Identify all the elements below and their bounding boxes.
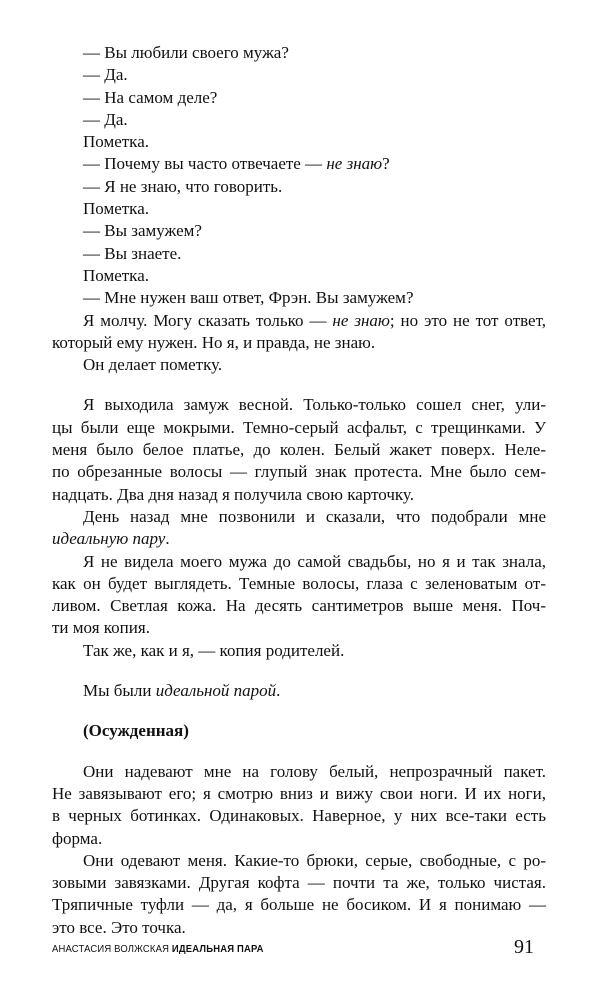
text-segment: . <box>165 529 170 549</box>
text-segment: Я не видела моего мужа до самой свадьбы, но я и так знала, <box>83 551 546 571</box>
book-page-text <box>52 42 546 939</box>
text-line <box>52 872 546 894</box>
text-segment: по обрезанные волосы — глупый знак протеста. Мне было сем- <box>52 462 546 482</box>
text-segment: который ему нужен. Но я, и правда, не знаю. <box>52 332 376 352</box>
text-segment: — Почему вы часто отвечаете — <box>83 154 327 174</box>
text-line <box>52 528 546 550</box>
text-segment: цы были еще мокрыми. Темно-серый асфальт, с трещинками. У <box>52 417 546 437</box>
text-segment: ? <box>382 154 390 174</box>
text-line <box>52 805 546 827</box>
text-line <box>52 551 546 573</box>
text-segment: Пометка. <box>83 265 149 285</box>
text-line <box>52 64 546 86</box>
text-line <box>52 617 546 639</box>
blank-line <box>52 702 546 720</box>
text-line <box>52 828 546 850</box>
text-segment: меня было белое платье, до колен. Белый жакет поверх. Неле- <box>52 440 546 460</box>
page-footer <box>52 936 534 960</box>
footer-book-title: ИДЕАЛЬНАЯ ПАРА <box>171 943 264 955</box>
italic-text: идеальной парой <box>155 681 277 701</box>
text-line <box>52 153 546 175</box>
text-line <box>52 354 546 376</box>
text-line <box>52 573 546 595</box>
text-segment: (Осужденная) <box>83 721 189 741</box>
text-segment: Так же, как и я, — копия родителей. <box>83 640 345 660</box>
text-segment: Я выходила замуж весной. Только-только сошел снег, ули- <box>83 395 546 415</box>
text-line <box>52 332 546 354</box>
text-line <box>52 394 546 416</box>
text-segment: Не завязывают его; я смотрю вниз и вижу свои ноги. И их ноги, <box>52 783 546 803</box>
text-segment: ти моя копия. <box>52 618 150 638</box>
text-segment: Они надевают мне на голову белый, непрозрачный пакет. <box>83 761 546 781</box>
text-line <box>52 783 546 805</box>
running-footer <box>52 943 264 955</box>
text-segment: Тряпичные туфли — да, я больше не босиком. И я понимаю — <box>52 895 546 915</box>
text-segment: День назад мне позвонили и сказали, что подобрали мне <box>83 506 546 526</box>
text-line <box>52 506 546 528</box>
text-line <box>52 417 546 439</box>
text-segment: зовыми завязками. Другая кофта — почти та же, только чистая. <box>52 873 546 893</box>
footer-author: АНАСТАСИЯ ВОЛЖСКАЯ <box>52 943 170 955</box>
text-segment: — Вы замужем? <box>83 221 202 241</box>
blank-line <box>52 662 546 680</box>
text-line <box>52 484 546 506</box>
italic-text: не знаю <box>332 310 390 330</box>
text-segment: ливом. Светлая кожа. На десять сантиметров выше меня. Поч- <box>52 596 546 616</box>
text-segment: как он будет выглядеть. Темные волосы, глаза с зеленоватым от- <box>52 573 546 593</box>
text-segment: Пометка. <box>83 199 149 219</box>
text-line <box>52 220 546 242</box>
section-heading <box>52 720 546 742</box>
text-segment: — Мне нужен ваш ответ, Фрэн. Вы замужем? <box>83 288 414 308</box>
page-number: 91 <box>514 936 534 958</box>
blank-line <box>52 743 546 761</box>
text-segment: Мы были <box>83 681 156 701</box>
blank-line <box>52 376 546 394</box>
text-line <box>52 439 546 461</box>
text-segment: Я молчу. Могу сказать только — <box>83 310 333 330</box>
text-segment: — Да. <box>83 65 128 85</box>
text-segment: форма. <box>52 828 103 848</box>
text-line <box>52 461 546 483</box>
text-segment: . <box>276 681 281 701</box>
text-line <box>52 761 546 783</box>
text-line <box>52 894 546 916</box>
text-segment: — На самом деле? <box>83 87 218 107</box>
text-segment: ; но это не тот ответ, <box>389 310 546 330</box>
text-line <box>52 109 546 131</box>
text-segment: — Да. <box>83 109 128 129</box>
text-line <box>52 176 546 198</box>
text-line <box>52 243 546 265</box>
text-segment: надцать. Два дня назад я получила свою карточку. <box>52 484 414 504</box>
text-segment: — Вы знаете. <box>83 243 182 263</box>
italic-text: не знаю <box>326 154 383 174</box>
text-segment: — Вы любили своего мужа? <box>83 43 289 62</box>
italic-text: идеальную пару <box>52 529 166 549</box>
text-segment: — Я не знаю, что говорить. <box>83 176 283 196</box>
text-line <box>52 595 546 617</box>
text-segment: Они одевают меня. Какие-то брюки, серые, свободные, с ро- <box>83 850 546 870</box>
text-segment: в черных ботинках. Одинаковых. Наверное, у них все-таки есть <box>52 806 546 826</box>
text-line <box>52 198 546 220</box>
text-line <box>52 680 546 702</box>
text-line <box>52 87 546 109</box>
text-line <box>52 42 546 64</box>
text-segment: Пометка. <box>83 132 149 152</box>
text-line <box>52 287 546 309</box>
text-line <box>52 131 546 153</box>
text-line <box>52 265 546 287</box>
text-line <box>52 640 546 662</box>
text-segment: Он делает пометку. <box>83 355 223 375</box>
text-line <box>52 850 546 872</box>
text-segment: это все. Это точка. <box>52 917 186 937</box>
text-line <box>52 310 546 332</box>
